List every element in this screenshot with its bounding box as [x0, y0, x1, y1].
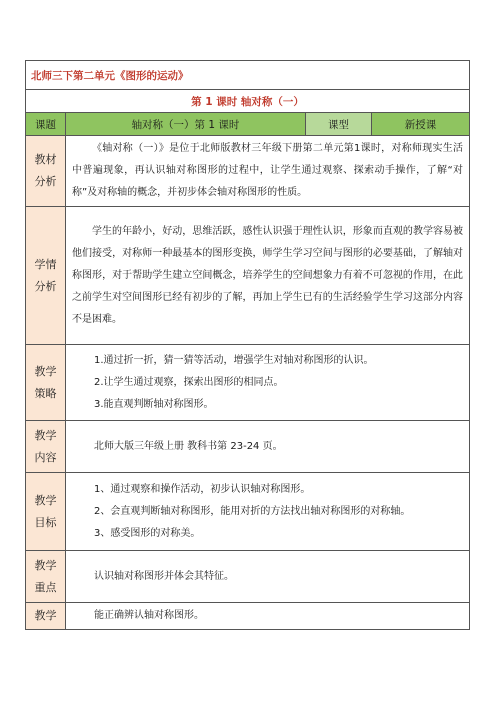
list-item: 2.让学生通过观察，探索出图形的相同点。 [94, 376, 284, 388]
teaching-content-text: 北师大版三年级上册 教科书第 23-24 页。 [66, 421, 470, 473]
teaching-goals-list [66, 473, 470, 551]
list-item: 2、会直观判断轴对称图形，能用对折的方法找出轴对称图形的对称轴。 [94, 505, 411, 517]
unit-title: 北师三下第二单元《图形的运动》 [26, 61, 470, 90]
student-analysis-label: 学情 分析 [26, 207, 66, 345]
teaching-strategy-list [66, 345, 470, 421]
topic-value: 轴对称（一）第 1 课时 [66, 113, 306, 136]
lesson-plan-sheet [25, 60, 469, 630]
student-analysis-text: 学生的年龄小，好动，思维活跃，感性认识强于理性认识，形象而直观的教学容易被他们接受，对称师一种最基本的图形变换，师学生学习空间与图形的必要基础，了解轴对称图形，对于帮助学生建立空间概念，培养学生的空间想象力有着不可忽视的作用，在此之前学生对空间图形已经有初步的了解，再加上学生已有的生活经验学生学习这部分内容不是困难。 [66, 207, 470, 345]
material-analysis-label: 教材 分析 [26, 136, 66, 207]
type-label: 课型 [306, 113, 372, 136]
topic-label: 课题 [26, 113, 66, 136]
material-analysis-text: 《轴对称（一）》是位于北师版教材三年级下册第二单元第1课时，对称师现实生活中普遍现象，再认识轴对称图形的过程中，让学生通过观察、探索动手操作，了解“对称”及对称轴的概念，并初步体会轴对称图形的性质。 [66, 136, 470, 207]
difficulty-text: 能正确辨认轴对称图形。 [66, 603, 470, 630]
list-item: 1.通过折一折，猜一猜等活动，增强学生对轴对称图形的认识。 [94, 354, 374, 366]
teaching-content-label: 教学 内容 [26, 421, 66, 473]
lesson-plan-table [25, 60, 470, 630]
teaching-strategy-label: 教学 策略 [26, 345, 66, 421]
type-value: 新授课 [372, 113, 470, 136]
list-item: 1、通过观察和操作活动，初步认识轴对称图形。 [94, 483, 311, 495]
list-item: 3.能直观判断轴对称图形。 [94, 398, 214, 410]
difficulty-label: 教学 [26, 603, 66, 630]
teaching-goals-label: 教学 目标 [26, 473, 66, 551]
lesson-title: 第 1 课时 轴对称（一） [26, 90, 470, 113]
key-points-text: 认识轴对称图形并体会其特征。 [66, 551, 470, 603]
list-item: 3、感受图形的对称美。 [94, 527, 201, 539]
key-points-label: 教学 重点 [26, 551, 66, 603]
